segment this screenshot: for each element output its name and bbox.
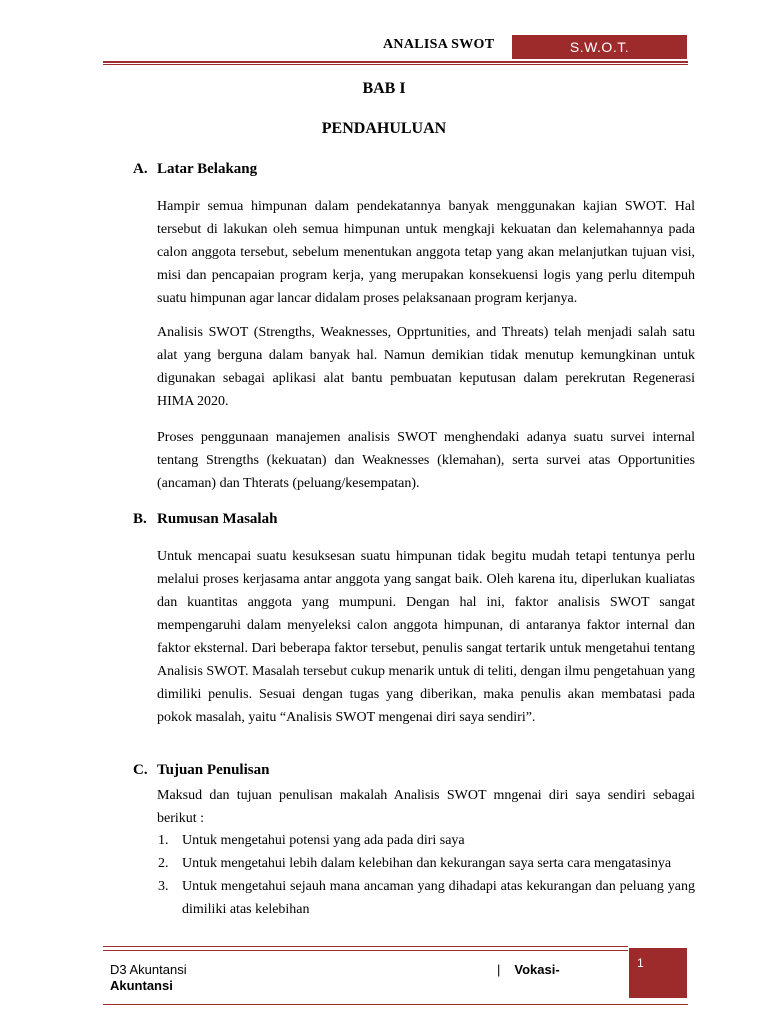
footer-rule bbox=[103, 946, 628, 947]
section-a-paragraph-1: Hampir semua himpunan dalam pendekatannya banyak menggunakan kajian SWOT. Hal tersebut di lakukan oleh semua himpunan untuk mengkaji kekuatan dan kelemahannya pada calon anggota tersebut, sebelum menentukan anggota tetap yang akan melanjutkan tujuan visi, misi dan pencapaian program kerja, yang merupakan konsekuensi logis yang perlu ditempuh suatu himpunan agar lancar didalam proses pelaksanaan program kerjanya. bbox=[157, 199, 695, 306]
page-number: 1 bbox=[637, 956, 644, 970]
objectives-list bbox=[157, 829, 695, 921]
list-item bbox=[157, 875, 695, 921]
section-c-intro: Maksud dan tujuan penulisan makalah Analisis SWOT mngenai diri saya sendiri sebagai berikut : bbox=[157, 788, 695, 826]
footer-bottom-rule bbox=[103, 1004, 688, 1005]
list-item-number: 3. bbox=[158, 879, 169, 894]
section-c-heading bbox=[133, 762, 269, 779]
footer-faculty: Vokasi- bbox=[514, 962, 560, 977]
chapter-title: PENDAHULUAN bbox=[321, 120, 447, 137]
footer-rule-thin bbox=[103, 950, 628, 951]
list-item-text: Untuk mengetahui sejauh mana ancaman yang dihadapi atas kekurangan dan peluang yang dimiliki atas kelebihan bbox=[182, 879, 695, 917]
section-a-paragraph-2: Analisis SWOT (Strengths, Weaknesses, Opprtunities, and Threats) telah menjadi salah satu alat yang berguna dalam banyak hal. Namun demikian tidak menutup kemungkinan untuk digunakan sebagai aplikasi alat bantu pembuatan keputusan dalam perekrutan Regenerasi HIMA 2020. bbox=[157, 325, 695, 409]
footer-right bbox=[497, 962, 560, 977]
page-number-box bbox=[629, 948, 687, 998]
section-b-letter: B. bbox=[133, 511, 147, 527]
list-item-text: Untuk mengetahui lebih dalam kelebihan dan kekurangan saya serta cara mengatasinya bbox=[182, 856, 672, 871]
section-a-title: Latar Belakang bbox=[157, 161, 258, 177]
chapter-number: BAB I bbox=[362, 80, 406, 97]
section-a-heading bbox=[133, 161, 257, 178]
section-b-paragraph-1: Untuk mencapai suatu kesuksesan suatu himpunan tidak begitu mudah tetapi tentunya perlu melalui proses kerjasama antar anggota yang sangat baik. Oleh karena itu, diperlukan kualiatas dan kuantitas anggota yang mumpuni. Dengan hal ini, faktor analisis SWOT sangat mempengaruhi dalam menyeleksi calon anggota himpunan, di antaranya faktor internal dan faktor eksternal. Dari beberapa faktor tersebut, penulis sangat tertarik untuk mengetahui tentang Analisis SWOT. Masalah tersebut cukup menarik untuk di teliti, dengan ilmu pengetahuan yang dimiliki penulis. Sesuai dengan tugas yang diberikan, maka penulis akan membatasi pada pokok masalah, yaitu “Analisis SWOT mengenai diri saya sendiri”. bbox=[157, 549, 695, 725]
footer-program: D3 Akuntansi bbox=[110, 962, 187, 977]
header-rule bbox=[103, 61, 688, 63]
list-item-number: 2. bbox=[158, 856, 169, 871]
list-item-number: 1. bbox=[158, 833, 169, 848]
section-a-paragraph-3: Proses penggunaan manajemen analisis SWOT menghendaki adanya suatu survei internal tentang Strengths (kekuatan) dan Weaknesses (klemahan), serta survei atas Opportunities (ancaman) dan Thterats (peluang/kesempatan). bbox=[157, 430, 695, 491]
list-item-text: Untuk mengetahui potensi yang ada pada diri saya bbox=[182, 833, 465, 848]
header-rule-thin bbox=[103, 64, 688, 65]
section-c-title: Tujuan Penulisan bbox=[157, 762, 270, 778]
section-a-letter: A. bbox=[133, 161, 148, 177]
header-badge: S.W.O.T. bbox=[512, 35, 687, 59]
footer-program-continued: Akuntansi bbox=[110, 978, 173, 993]
section-b-heading bbox=[133, 511, 277, 528]
header-doc-title: ANALISA SWOT bbox=[383, 37, 495, 52]
footer-separator: | bbox=[497, 962, 501, 977]
list-item bbox=[157, 852, 695, 875]
section-c-letter: C. bbox=[133, 762, 148, 778]
section-b-title: Rumusan Masalah bbox=[157, 511, 278, 527]
list-item bbox=[157, 829, 695, 852]
